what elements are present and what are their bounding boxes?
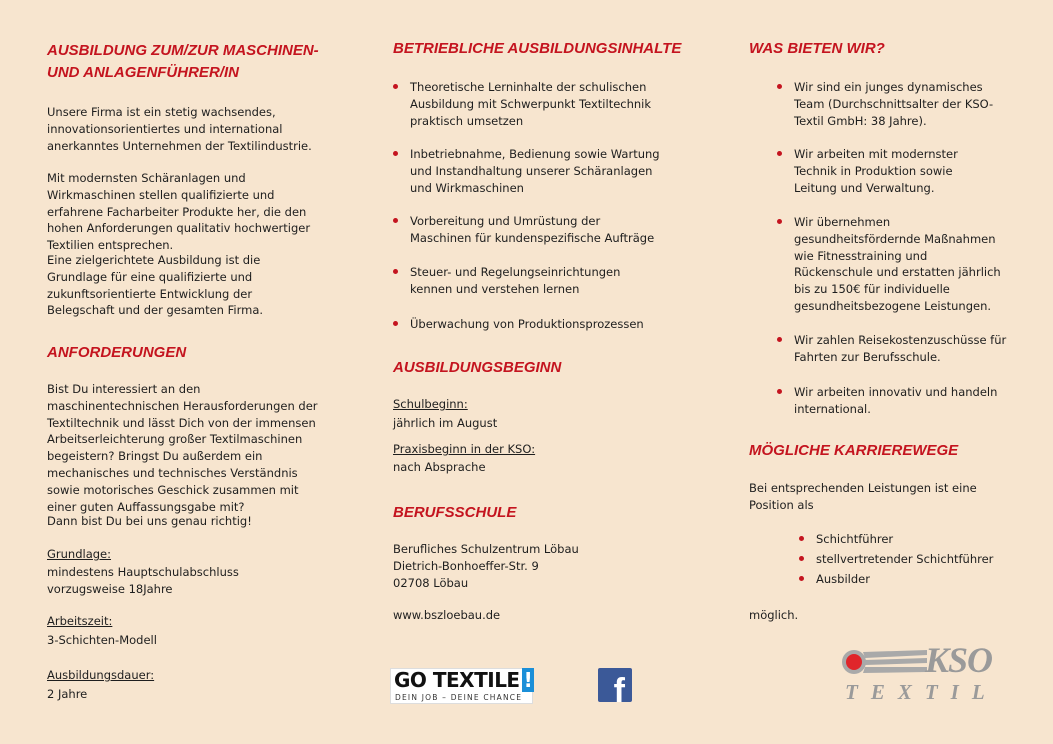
list-item: Steuer- und Regelungseinrichtungen kennen und verstehen lernen — [393, 264, 665, 298]
list-item: Überwachung von Produktionsprozessen — [393, 316, 675, 333]
basis-label: Grundlage: — [47, 547, 112, 561]
requirements-heading: ANFORDERUNGEN — [47, 344, 187, 361]
go-textile-logo — [390, 668, 533, 704]
offer-heading: WAS BIETEN WIR? — [749, 40, 885, 57]
requirements-cta: Dann bist Du bei uns genau richtig! — [47, 514, 252, 528]
facebook-icon[interactable]: f — [598, 668, 632, 702]
career-heading: MÖGLICHE KARRIEREWEGE — [749, 442, 959, 459]
list-item: Vorbereitung und Umrüstung der Maschinen für kundenspezifische Aufträge — [393, 213, 665, 247]
logo-wordmark-textil: TEXTIL — [845, 680, 998, 704]
bullet-icon — [799, 576, 804, 581]
page-title-line2: UND ANLAGENFÜHRER/IN — [47, 64, 239, 81]
go-textile-wordmark: GO TEXTILE ! — [394, 668, 533, 692]
list-item: Ausbilder — [799, 571, 1009, 591]
school-city: 02708 Löbau — [393, 576, 469, 590]
bullet-icon — [799, 556, 804, 561]
school-website-link[interactable]: www.bszloebau.de — [393, 608, 501, 622]
list-item: Theoretische Lerninhalte der schulischen Ausbildung mit Schwerpunkt Textiltechnik praktisch umsetzen — [393, 79, 675, 129]
duration-value: 2 Jahre — [47, 687, 88, 701]
bullet-icon — [393, 321, 398, 326]
school-street: Dietrich-Bonhoeffer-Str. 9 — [393, 559, 539, 573]
worktime-label: Arbeitszeit: — [47, 614, 113, 628]
list-item: Wir arbeiten mit modernster Technik in Produktion sowie Leitung und Verwaltung. — [777, 146, 999, 196]
bullet-icon — [777, 337, 782, 342]
bullet-icon — [393, 84, 398, 89]
practice-start-label: Praxisbeginn in der KSO: — [393, 442, 536, 456]
practice-start-value: nach Absprache — [393, 460, 486, 474]
school-name: Berufliches Schulzentrum Löbau — [393, 542, 579, 556]
go-textile-tagline: DEIN JOB – DEINE CHANCE — [395, 693, 523, 702]
kso-textil-logo — [841, 640, 1013, 706]
requirements-text: Bist Du interessiert an den maschinentechnischen Herausforderungen der Textiltechnik und lässt Dich von der immensen Arbeitserleichterung großer Textilmaschinen begeistern? Bringst Du außerdem ein mechanisches und technisches Verständnis sowie motorisches Geschick zusammen mit einer guten Auffassungsgabe mit? — [47, 382, 318, 514]
vocational-school-heading: BERUFSSCHULE — [393, 504, 517, 521]
bullet-icon — [393, 269, 398, 274]
logo-wordmark-kso: KSO — [925, 640, 993, 680]
career-intro: Bei entsprechenden Leistungen ist eine Position als — [749, 481, 977, 512]
duration-label: Ausbildungsdauer: — [47, 668, 155, 682]
basis-line-1: mindestens Hauptschulabschluss — [47, 565, 239, 579]
page-title-line1: AUSBILDUNG ZUM/ZUR MASCHINEN- — [47, 42, 319, 59]
list-item: Wir übernehmen gesundheitsfördernde Maßnahmen wie Fitnesstraining und Rückenschule und erstatten jährlich bis zu 150€ für individuelle gesundheitsbezogene Leistungen. — [777, 214, 1009, 315]
school-start-value: jährlich im August — [393, 416, 498, 430]
career-list — [799, 531, 1009, 591]
bullet-icon — [777, 389, 782, 394]
basis-line-2: vorzugsweise 18Jahre — [47, 582, 173, 596]
list-item: Wir sind ein junges dynamisches Team (Durchschnittsalter der KSO-Textil GmbH: 38 Jahre). — [777, 79, 1009, 129]
bullet-icon — [777, 84, 782, 89]
worktime-value: 3-Schichten-Modell — [47, 633, 157, 647]
career-end: möglich. — [749, 608, 799, 622]
list-item: Wir arbeiten innovativ und handeln international. — [777, 384, 1009, 418]
bullet-icon — [799, 536, 804, 541]
list-item: stellvertretender Schichtführer — [799, 551, 1009, 571]
intro-paragraph-1: Unsere Firma ist ein stetig wachsendes, innovationsorientiertes und international anerkanntes Unternehmen der Textilindustrie. — [47, 105, 312, 153]
list-item: Wir zahlen Reisekostenzuschüsse für Fahrten zur Berufsschule. — [777, 332, 1009, 366]
intro-paragraph-2: Mit modernsten Schäranlagen und Wirkmaschinen stellen qualifizierte und erfahrene Facharbeiter Produkte her, die den hohen Anforderungen qualitativ hochwertiger Textilien entsprechen. — [47, 171, 311, 253]
intro-paragraph-3: Eine zielgerichtete Ausbildung ist die Grundlage für eine qualifizierte und zukunftsorientierte Entwicklung der Belegschaft und der gesamten Firma. — [47, 253, 264, 318]
bullet-icon — [393, 151, 398, 156]
bullet-icon — [777, 219, 782, 224]
start-heading: AUSBILDUNGSBEGINN — [393, 359, 562, 376]
school-start-label: Schulbeginn: — [393, 397, 468, 411]
list-item: Schichtführer — [799, 531, 1009, 551]
bullet-icon — [393, 218, 398, 223]
exclamation-mark: ! — [523, 668, 533, 692]
bullet-icon — [777, 151, 782, 156]
page-title — [47, 40, 337, 84]
kso-swoosh-icon — [841, 646, 927, 680]
list-item: Inbetriebnahme, Bedienung sowie Wartung und Instandhaltung unserer Schäranlagen und Wirkmaschinen — [393, 146, 675, 196]
training-content-heading: BETRIEBLICHE AUSBILDUNGSINHALTE — [393, 40, 682, 57]
